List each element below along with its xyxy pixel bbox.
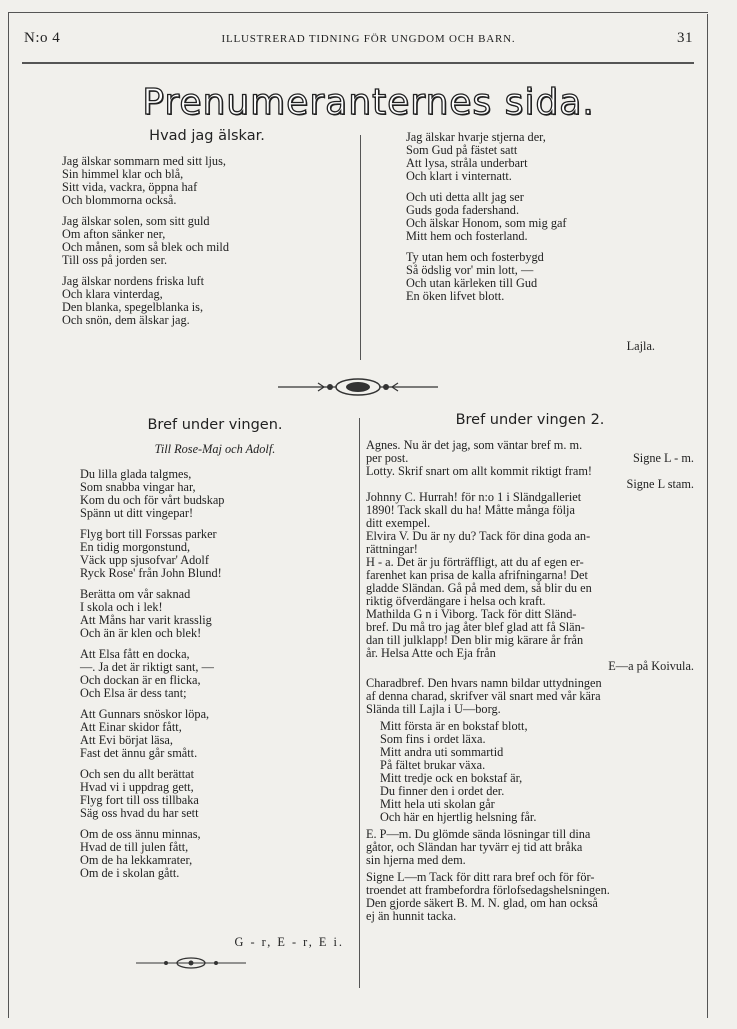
letter-text: 1890! Tack skall du ha! Måtte många följa (366, 503, 575, 517)
poem-line: Om de oss ännu minnas, (80, 827, 201, 841)
poem-hvad-jag-alskar-left (62, 130, 352, 327)
letter-text: Mitt tredje ock en bokstaf är, (380, 771, 523, 785)
poem-line: Om de i skolan gått. (80, 866, 180, 880)
letters-column (366, 414, 694, 923)
poem-line: —. Ja det är riktigt sant, — (80, 660, 214, 674)
poem-line: Som snabba vingar har, (80, 480, 196, 494)
letter-text: Johnny C. Hurrah! för n:o 1 i Sländgalleriet (366, 490, 582, 504)
letters-title: Bref under vingen 2. (455, 412, 605, 428)
poem-line: Hvad vi i uppdrag gett, (80, 780, 194, 794)
poem-line: Så ödslig vor' min lott, — (406, 263, 534, 277)
issue-number: N:o 4 (24, 30, 61, 46)
poem-line: Och utan kärleken till Gud (406, 276, 538, 290)
poem-title: Hvad jag älskar. (149, 128, 265, 144)
poem-line: I skola och i lek! (80, 600, 163, 614)
poem-line: Och sen du allt berättat (80, 767, 195, 781)
poem-hvad-jag-alskar-right (406, 131, 656, 303)
letter-text: Som fins i ordet läxa. (380, 732, 486, 746)
poem-line: Och än är klen och blek! (80, 626, 202, 640)
poem-line: Och uti detta allt jag ser (406, 190, 524, 204)
poem-line: Att Elsa fått en docka, (80, 647, 190, 661)
page-number: 31 (677, 30, 693, 46)
poem-line: Och älskar Honom, som mig gaf (406, 216, 567, 230)
small-ornament (136, 955, 246, 971)
poem-line: Och snön, dem älskar jag. (62, 313, 190, 327)
poem-line: Flyg bort till Forssas parker (80, 527, 217, 541)
poem-bref-under-vingen (80, 419, 350, 880)
letter-text: gladde Sländan. Gå på med dem, så blir du en (366, 581, 592, 595)
poem-line: Ty utan hem och fosterbygd (406, 250, 544, 264)
letter-text: Charadbref. Den hvars namn bildar uttydningen (366, 676, 602, 690)
poem-line: Att lysa, stråla underbart (406, 156, 528, 170)
letter-text: bref. Du må tro jag åter blef glad att få Slän- (366, 620, 585, 634)
poem-line: Sitt vida, vackra, öppna haf (62, 180, 198, 194)
poem-line: Väck upp sjusofvar' Adolf (80, 553, 209, 567)
letter-text: Mathilda G n i Viborg. Tack för ditt Sländ- (366, 607, 577, 621)
ornament-divider (278, 375, 438, 399)
letter-text: H - a. Det är ju förträffligt, att du af egen er- (366, 555, 584, 569)
poem-line: Och klart i vinternatt. (406, 169, 512, 183)
letter-line (366, 854, 694, 867)
page-frame-top (8, 12, 708, 13)
letter-text: per post. (366, 451, 409, 465)
poem-line: Spänn ut ditt vingepar! (80, 506, 194, 520)
poem-line: En tidig morgonstund, (80, 540, 191, 554)
column-divider-top (360, 135, 361, 360)
publication-title: ILLUSTRERAD TIDNING FÖR UNGDOM OCH BARN. (221, 33, 516, 45)
letter-text: Och här en hjertlig helsning får. (380, 810, 537, 824)
poem-line: Och dockan är en flicka, (80, 673, 201, 687)
poem-line: Jag älskar hvarje stjerna der, (406, 130, 546, 144)
poem2-signature: G - r, E - r, E i. (234, 935, 344, 949)
poem-line: Att Gunnars snöskor löpa, (80, 707, 210, 721)
letter-text: E. P—m. Du glömde sända lösningar till dina (366, 827, 591, 841)
letter-text: Lotty. Skrif snart om allt kommit riktigt fram! (366, 464, 592, 478)
poem-line: Och blommorna också. (62, 193, 177, 207)
poem-line: Guds goda fadershand. (406, 203, 520, 217)
poem-line: Kom du och för vårt budskap (80, 493, 225, 507)
letter-text: Agnes. Nu är det jag, som väntar bref m. m. (366, 438, 583, 452)
letter-text: Mitt hela uti skolan går (380, 797, 495, 811)
letter-text: Elvira V. Du är ny du? Tack för dina goda an- (366, 529, 591, 543)
letter-line (366, 660, 694, 673)
letter-text: Mitt första är en bokstaf blott, (380, 719, 528, 733)
letter-text: Sländа till Lajla i U—borg. (366, 702, 501, 716)
letter-text: ej än hunnit tacka. (366, 909, 457, 923)
letter-line (366, 811, 694, 824)
letter-text: På fältet brukar växa. (380, 758, 486, 772)
letter-line (366, 703, 694, 716)
poem-line: Att Måns har varit krasslig (80, 613, 212, 627)
letter-text: af denna charad, skrifver väl snart med vår kära (366, 689, 601, 703)
poem-line: Säg oss hvad du har sett (80, 806, 199, 820)
poem-signature: Lajla. (626, 339, 655, 353)
poem-line: En öken lifvet blott. (406, 289, 505, 303)
poem-line: Du lilla glada talgmes, (80, 467, 192, 481)
letter-text: Den gjorde säkert B. M. N. glad, om han också (366, 896, 598, 910)
poem-line: Sin himmel klar och blå, (62, 167, 184, 181)
poem-line: Som Gud på fästet satt (406, 143, 518, 157)
poem-line: Berätta om vår saknad (80, 587, 191, 601)
poem-line: Den blanka, spegelblanka is, (62, 300, 204, 314)
letter-signature: Signe L - m. (632, 451, 694, 465)
letter-text: E—a på Koivula. (608, 659, 694, 673)
poem-line: Mitt hem och fosterland. (406, 229, 528, 243)
poem-line: Fast det ännu går smått. (80, 746, 198, 760)
poem2-title: Bref under vingen. (147, 417, 283, 433)
poem-line: Flyg fort till oss tillbaka (80, 793, 199, 807)
poem-line: Hvad de till julen fått, (80, 840, 189, 854)
poem-line: Att Einar skidor fått, (80, 720, 182, 734)
letter-text: dan till julklapp! Den blir mig kärare år från (366, 633, 584, 647)
poem-line: Om afton sänker ner, (62, 227, 166, 241)
poem-line: Om de ha lekkamrater, (80, 853, 193, 867)
section-title: Prenumeranternes sida. (142, 82, 595, 123)
letter-text: Signe L—m Tack för ditt rara bref och för för- (366, 870, 595, 884)
poem-line: Jag älskar sommarn med sitt ljus, (62, 154, 226, 168)
page-frame-right (707, 14, 708, 1018)
letter-line (366, 910, 694, 923)
letter-text: farenhet kan prisa de kalla afrifningarna! Det (366, 568, 588, 582)
poem-line: Och Elsa är dess tant; (80, 686, 187, 700)
poem-line: Jag älskar solen, som sitt guld (62, 214, 210, 228)
letter-text: Signe L stam. (626, 477, 694, 491)
letter-text: år. Helsa Atte och Eja från (366, 646, 496, 660)
poem2-subtitle: Till Rose-Maj och Adolf. (154, 442, 276, 456)
page-frame-left (8, 12, 9, 1018)
letter-text: rättningar! (366, 542, 418, 556)
letter-text: gåtor, och Sländan har tyvärr ej tid att bråka (366, 840, 583, 854)
letter-text: sin hjerna med dem. (366, 853, 466, 867)
poem-line: Att Evi börjat läsa, (80, 733, 173, 747)
column-divider-bottom (359, 418, 360, 988)
letter-text: Du finner den i ordet der. (380, 784, 505, 798)
letter-text: troendet att frambefordra förlofsedagshelsningen. (366, 883, 610, 897)
header-rule (22, 62, 694, 64)
letter-text: Mitt andra uti sommartid (380, 745, 504, 759)
poem-line: Och månen, som så blek och mild (62, 240, 229, 254)
letter-text: ditt exempel. (366, 516, 431, 530)
poem-line: Jag älskar nordens friska luft (62, 274, 205, 288)
poem-line: Ryck Rose' från John Blund! (80, 566, 222, 580)
letter-text: riktig öfverdängare i helsa och kraft. (366, 594, 546, 608)
poem-line: Och klara vinterdag, (62, 287, 163, 301)
poem-line: Till oss på jorden ser. (62, 253, 168, 267)
